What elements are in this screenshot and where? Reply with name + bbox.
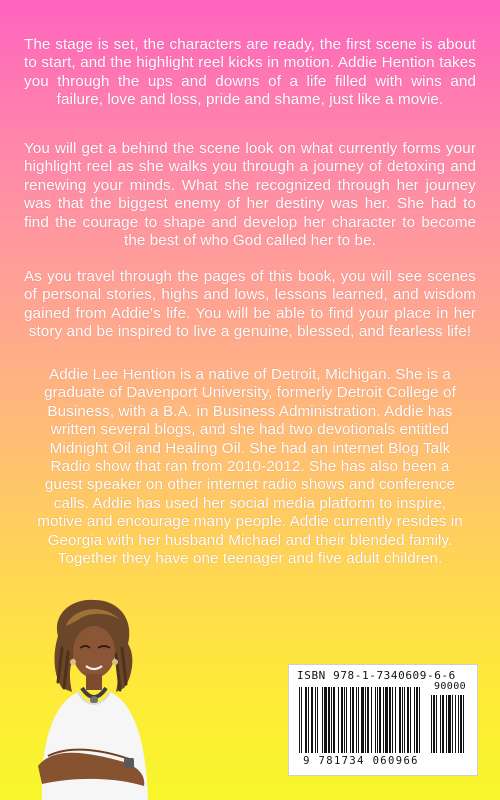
barcode-bar xyxy=(407,687,409,753)
barcode-bar xyxy=(365,687,366,753)
barcode-bar xyxy=(402,687,403,753)
barcode-bar xyxy=(358,687,359,753)
barcode-bar xyxy=(305,687,307,753)
barcode-bar xyxy=(460,695,462,753)
blurb-paragraph-3: As you travel through the pages of this book, you will see scenes of personal stories, highs and lows, lessons learned, and wisdom gained from Addie's life. You will be able to find your place in her story and be inspired to live a genuine, blessed, and fearless life! xyxy=(24,268,476,341)
author-bio: Addie Lee Hention is a native of Detroit, Michigan. She is a graduate of Davenport University, formerly Detroit College of Business, with a B.A. in Business Administration. Addie has written several blogs, and she had two devotionals entitled Midnight Oil and Healing Oil. She had an internet Blog Talk Radio show that ran from 2010-2012. She has also been a guest speaker on other internet radio shows and conference calls. Addie has used her social media platform to inspire, motive and encourage many people. Addie currently resides in Georgia with her husband Michael and their blended family. Together they have one teenager and five adult children. xyxy=(37,366,463,568)
barcode-bar xyxy=(341,687,343,753)
blurb-paragraph-1: The stage is set, the characters are ready, the first scene is about to start, and the highlight reel kicks in motion. Addie Hention takes you through the ups and downs of a life filled with wins and failure, love and loss, pride and shame, just like a movie. xyxy=(24,36,476,109)
barcode-bar xyxy=(350,687,351,753)
barcode-bar xyxy=(399,687,401,753)
barcode-bar xyxy=(317,687,318,753)
barcode-bar xyxy=(433,695,435,753)
barcode-bar xyxy=(404,687,405,753)
barcode-number: 9 781734 060966 xyxy=(303,755,419,767)
barcode-bar xyxy=(322,687,323,753)
barcode-bar xyxy=(301,687,302,753)
barcode-bar xyxy=(385,687,388,753)
barcode-bar xyxy=(379,687,381,753)
barcode-bar xyxy=(367,687,369,753)
barcode-bars xyxy=(299,687,425,753)
blurb-paragraph-2: You will get a behind the scene look on what currently forms your highlight reel as she walks you through a journey of detoxing and renewing your minds. What she recognized through her journey was that the biggest enemy of her destiny was her. She had to find the courage to shape and develop her character to become the best of who God called her to be. xyxy=(24,140,476,250)
isbn-barcode xyxy=(288,664,478,776)
barcode-bar xyxy=(410,687,411,753)
barcode-bar xyxy=(315,687,316,753)
barcode-bar xyxy=(346,687,347,753)
barcode-bar xyxy=(308,687,309,753)
barcode-bar xyxy=(344,687,345,753)
barcode-bar xyxy=(324,687,327,753)
barcode-bar xyxy=(311,687,313,753)
barcode-bar xyxy=(442,695,444,753)
barcode-bar xyxy=(361,687,364,753)
barcode-bar xyxy=(463,695,464,753)
barcode-bar xyxy=(371,687,372,753)
barcode-bar xyxy=(440,695,441,753)
barcode-bar xyxy=(356,687,357,753)
barcode-bar xyxy=(352,687,354,753)
barcode-bar xyxy=(431,695,432,753)
barcode-addon-number: 90000 xyxy=(433,681,467,692)
barcode-bar xyxy=(338,687,339,753)
barcode-bar xyxy=(452,695,453,753)
barcode-bar xyxy=(299,687,300,753)
barcode-bar xyxy=(375,687,376,753)
barcode-bar xyxy=(416,687,418,753)
barcode-bar xyxy=(395,687,396,753)
barcode-bar xyxy=(328,687,330,753)
barcode-bar xyxy=(458,695,459,753)
barcode-bar xyxy=(333,687,335,753)
barcode-bar xyxy=(419,687,420,753)
barcode-addon-bars xyxy=(431,695,467,753)
isbn-label: ISBN 978-1-7340609-6-6 xyxy=(297,669,456,682)
barcode-bar xyxy=(331,687,332,753)
barcode-bar xyxy=(446,695,447,753)
barcode-bar xyxy=(377,687,378,753)
barcode-bar xyxy=(383,687,384,753)
barcode-bar xyxy=(448,695,451,753)
barcode-bar xyxy=(392,687,393,753)
barcode-bar xyxy=(436,695,437,753)
author-photo xyxy=(28,596,156,800)
barcode-bar xyxy=(389,687,391,753)
barcode-bar xyxy=(455,695,456,753)
barcode-bar xyxy=(414,687,415,753)
